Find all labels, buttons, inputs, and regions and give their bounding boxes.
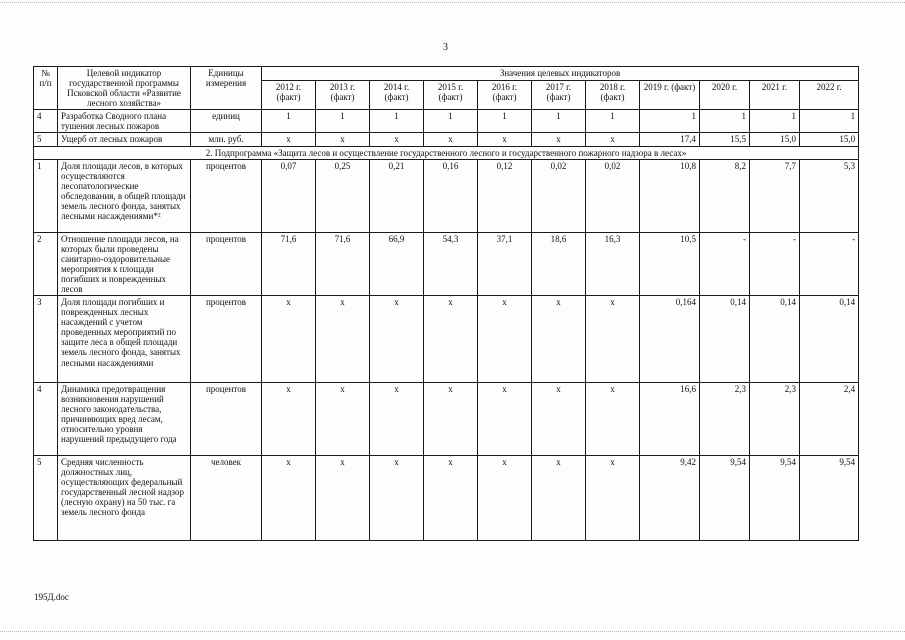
value-cell: 8,2: [700, 159, 750, 232]
value-cell: 1: [700, 110, 750, 133]
value-cell: 1: [370, 110, 424, 133]
value-cell: x: [532, 383, 586, 456]
header-num: № п/п: [34, 67, 58, 110]
value-cell: x: [370, 383, 424, 456]
header-indicator: Целевой индикатор государственной программы Псковской области «Развитие лесного хозяйства»: [58, 67, 191, 110]
table-row: [34, 232, 859, 295]
value-cell: 2,3: [750, 383, 800, 456]
value-cell: x: [424, 133, 478, 146]
page-number: 3: [443, 42, 448, 53]
value-cell: x: [370, 133, 424, 146]
value-cell: x: [478, 383, 532, 456]
value-cell: 18,6: [532, 232, 586, 295]
header-values: Значения целевых индикаторов: [262, 67, 859, 81]
indicator-name: Динамика предотвращения возникновения нарушений лесного законодательства, причиняющих вред лесам, относительно уровня нарушений предыдущего года: [58, 383, 191, 456]
value-cell: 1: [586, 110, 640, 133]
value-cell: 0,164: [640, 296, 700, 383]
value-cell: 66,9: [370, 232, 424, 295]
header-year: 2015 г. (факт): [424, 81, 478, 110]
header-year: 2019 г. (факт): [640, 81, 700, 110]
value-cell: 10,5: [640, 232, 700, 295]
value-cell: x: [532, 296, 586, 383]
unit-cell: процентов: [191, 296, 262, 383]
table-row: [34, 456, 859, 541]
header-year: 2017 г. (факт): [532, 81, 586, 110]
value-cell: x: [316, 133, 370, 146]
row-number: 5: [34, 456, 58, 541]
row-number: 4: [34, 383, 58, 456]
value-cell: 15,5: [700, 133, 750, 146]
unit-cell: процентов: [191, 383, 262, 456]
value-cell: x: [316, 383, 370, 456]
indicator-name: Доля площади погибших и поврежденных лесных насаждений с учетом проведенных мероприятий по защите леса в общей площади земель лесного фонда, занятых лесными насаждениями: [58, 296, 191, 383]
table-row: [34, 383, 859, 456]
value-cell: 0,25: [316, 159, 370, 232]
value-cell: x: [478, 133, 532, 146]
value-cell: 0,02: [586, 159, 640, 232]
value-cell: x: [316, 456, 370, 541]
header-year: 2016 г. (факт): [478, 81, 532, 110]
row-number: 4: [34, 110, 58, 133]
value-cell: 0,02: [532, 159, 586, 232]
table-row: [34, 159, 859, 232]
unit-cell: процентов: [191, 232, 262, 295]
value-cell: 0,21: [370, 159, 424, 232]
header-year: 2014 г. (факт): [370, 81, 424, 110]
indicator-name: Доля площади лесов, в которых осуществляются лесопатологические обследования, в общей площади земель лесного фонда, занятых лесными насаждениями*²: [58, 159, 191, 232]
value-cell: x: [262, 456, 316, 541]
value-cell: x: [316, 296, 370, 383]
value-cell: 9,42: [640, 456, 700, 541]
value-cell: 1: [262, 110, 316, 133]
value-cell: -: [750, 232, 800, 295]
row-number: 3: [34, 296, 58, 383]
scan-artifact-top: [0, 2, 905, 3]
value-cell: 1: [478, 110, 532, 133]
value-cell: x: [586, 133, 640, 146]
unit-cell: млн. руб.: [191, 133, 262, 146]
indicators-table: [33, 66, 859, 541]
table-row: [34, 296, 859, 383]
value-cell: 0,16: [424, 159, 478, 232]
value-cell: 15,0: [750, 133, 800, 146]
table-row: [34, 133, 859, 146]
value-cell: 0,14: [750, 296, 800, 383]
value-cell: -: [700, 232, 750, 295]
value-cell: 9,54: [700, 456, 750, 541]
value-cell: 16,6: [640, 383, 700, 456]
value-cell: x: [586, 456, 640, 541]
value-cell: -: [800, 232, 859, 295]
unit-cell: процентов: [191, 159, 262, 232]
value-cell: x: [424, 296, 478, 383]
scan-artifact-bottom: [0, 631, 905, 632]
header-unit: Единицы измерения: [191, 67, 262, 110]
header-year: 2022 г.: [800, 81, 859, 110]
value-cell: x: [262, 383, 316, 456]
value-cell: 0,14: [700, 296, 750, 383]
value-cell: 5,3: [800, 159, 859, 232]
value-cell: 71,6: [262, 232, 316, 295]
value-cell: 2,4: [800, 383, 859, 456]
value-cell: x: [586, 296, 640, 383]
value-cell: 1: [750, 110, 800, 133]
value-cell: x: [532, 456, 586, 541]
table-row: [34, 110, 859, 133]
value-cell: 54,3: [424, 232, 478, 295]
value-cell: 9,54: [750, 456, 800, 541]
table-header-row: [34, 67, 859, 81]
value-cell: 0,07: [262, 159, 316, 232]
value-cell: 1: [424, 110, 478, 133]
header-year: 2020 г.: [700, 81, 750, 110]
value-cell: x: [370, 456, 424, 541]
value-cell: 37,1: [478, 232, 532, 295]
header-year: 2012 г. (факт): [262, 81, 316, 110]
value-cell: 1: [316, 110, 370, 133]
header-year: 2018 г. (факт): [586, 81, 640, 110]
value-cell: 1: [800, 110, 859, 133]
value-cell: x: [532, 133, 586, 146]
value-cell: 0,14: [800, 296, 859, 383]
indicator-name: Разработка Сводного плана тушения лесных пожаров: [58, 110, 191, 133]
value-cell: x: [262, 296, 316, 383]
row-number: 1: [34, 159, 58, 232]
value-cell: x: [478, 296, 532, 383]
value-cell: 7,7: [750, 159, 800, 232]
value-cell: x: [478, 456, 532, 541]
header-year: 2013 г. (факт): [316, 81, 370, 110]
row-number: 5: [34, 133, 58, 146]
header-year: 2021 г.: [750, 81, 800, 110]
section-row: [34, 146, 859, 159]
section-title: 2. Подпрограмма «Защита лесов и осуществление государственного лесного и государственного пожарного надзора в лесах»: [34, 146, 859, 159]
value-cell: 0,12: [478, 159, 532, 232]
unit-cell: единиц: [191, 110, 262, 133]
value-cell: 9,54: [800, 456, 859, 541]
value-cell: x: [424, 383, 478, 456]
value-cell: x: [262, 133, 316, 146]
row-number: 2: [34, 232, 58, 295]
unit-cell: человек: [191, 456, 262, 541]
value-cell: 71,6: [316, 232, 370, 295]
value-cell: 17,4: [640, 133, 700, 146]
value-cell: x: [424, 456, 478, 541]
value-cell: 1: [532, 110, 586, 133]
value-cell: 16,3: [586, 232, 640, 295]
footer-filename: 195Д.doc: [34, 592, 69, 602]
indicator-name: Средняя численность должностных лиц, осуществляющих федеральный государственный лесной надзор (лесную охрану) на 50 тыс. га земель лесного фонда: [58, 456, 191, 541]
indicator-name: Ущерб от лесных пожаров: [58, 133, 191, 146]
value-cell: 15,0: [800, 133, 859, 146]
indicator-name: Отношение площади лесов, на которых были проведены санитарно-оздоровительные мероприятия к площади погибших и поврежденных лесов: [58, 232, 191, 295]
value-cell: 10,8: [640, 159, 700, 232]
value-cell: 2,3: [700, 383, 750, 456]
value-cell: 1: [640, 110, 700, 133]
value-cell: x: [370, 296, 424, 383]
value-cell: x: [586, 383, 640, 456]
